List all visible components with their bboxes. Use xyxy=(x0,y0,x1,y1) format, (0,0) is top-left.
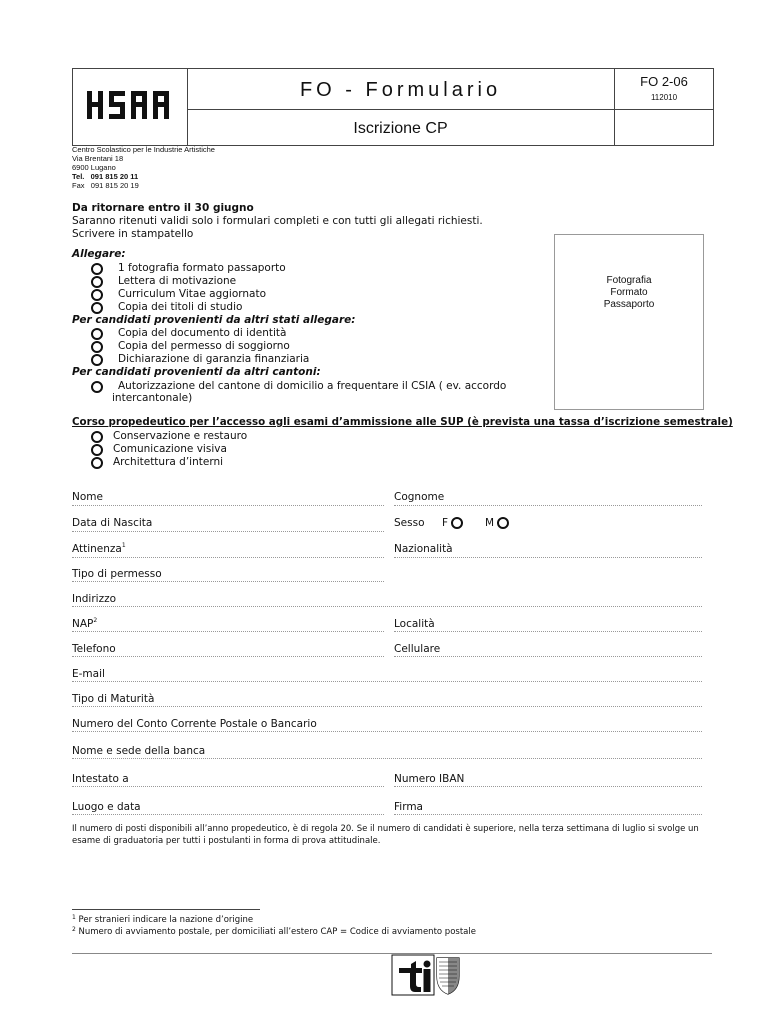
attachment-label: Curriculum Vitae aggiornato xyxy=(118,288,267,300)
localita-input[interactable] xyxy=(394,631,702,632)
course-option: Architettura d’interni xyxy=(113,456,224,468)
luogo-data-label: Luogo e data xyxy=(72,801,141,813)
intro-line-2: Scrivere in stampatello xyxy=(72,228,194,240)
attinenza-input[interactable] xyxy=(72,557,384,558)
data-nascita-input[interactable] xyxy=(72,531,384,532)
sesso-m-label: M xyxy=(485,517,495,529)
footnote-2: $^2$ Numero di avviamento postale, per domiciliati all’estero CAP = Codice di avviamento postale xyxy=(72,926,476,937)
school-address xyxy=(72,145,215,190)
footnote-rule xyxy=(72,909,260,910)
email-label: E-mail xyxy=(72,668,105,680)
foreign-heading: Per candidati provenienti da altri stati allegare: xyxy=(72,314,356,326)
school-name: Centro Scolastico per le Industrie Artistiche xyxy=(72,145,215,154)
school-fax: Fax 091 815 20 19 xyxy=(72,181,139,190)
form-code: FO 2-06 xyxy=(640,74,688,89)
email-input[interactable] xyxy=(72,681,702,682)
deadline: Da ritornare entro il 30 giugno xyxy=(72,202,254,214)
photo-box xyxy=(554,234,704,410)
course-option: Conservazione e restauro xyxy=(113,430,248,442)
school-city: 6900 Lugano xyxy=(72,163,116,172)
data-nascita-label: Data di Nascita xyxy=(72,517,153,529)
attachment-radio-diplomas[interactable] xyxy=(91,302,103,314)
nazionalita-input[interactable] xyxy=(394,557,702,558)
sesso-f-label: F xyxy=(442,517,449,529)
nome-input[interactable] xyxy=(72,505,384,506)
attachment-label: Lettera di motivazione xyxy=(118,275,237,287)
iban-input[interactable] xyxy=(394,786,702,787)
intestato-label: Intestato a xyxy=(72,773,129,785)
attachment-label: Dichiarazione di garanzia finanziaria xyxy=(118,353,310,365)
telefono-label: Telefono xyxy=(72,643,116,655)
attachment-radio-motivation[interactable] xyxy=(91,276,103,288)
nap-input[interactable] xyxy=(72,631,384,632)
hsra-logo xyxy=(85,83,173,131)
attachments-heading: Allegare: xyxy=(72,248,126,260)
iban-label: Numero IBAN xyxy=(394,773,465,785)
nome-label: Nome xyxy=(72,491,103,503)
attachment-label: Autorizzazione del cantone di domicilio a frequentare il CSIA ( ev. accordo xyxy=(118,380,507,392)
firma-label: Firma xyxy=(394,801,423,813)
school-tel: Tel. 091 815 20 11 xyxy=(72,172,139,181)
canton-heading: Per candidati provenienti da altri cantoni: xyxy=(72,366,321,378)
cellulare-input[interactable] xyxy=(394,656,702,657)
attachment-label: Copia del documento di identità xyxy=(118,327,287,339)
tipo-permesso-input[interactable] xyxy=(72,581,384,582)
localita-label: Località xyxy=(394,618,435,630)
attachment-radio-id[interactable] xyxy=(91,328,103,340)
form-revision: 112010 xyxy=(650,93,678,102)
intestato-input[interactable] xyxy=(72,786,384,787)
course-option: Comunicazione visiva xyxy=(113,443,227,455)
cognome-label: Cognome xyxy=(394,491,445,503)
footnote-1: $^1$ Per stranieri indicare la nazione d’origine xyxy=(72,914,254,925)
cognome-input[interactable] xyxy=(394,505,702,506)
tipo-permesso-label: Tipo di permesso xyxy=(72,568,162,580)
attachment-radio-photo[interactable] xyxy=(91,263,103,275)
photo-box-line-1: Fotografia xyxy=(606,275,652,286)
intro-line-1: Saranno ritenuti validi solo i formulari completi e con tutti gli allegati richiesti. xyxy=(72,215,483,227)
attachment-label-cont: intercantonale) xyxy=(112,392,193,404)
attachment-radio-cv[interactable] xyxy=(91,289,103,301)
sesso-m-radio[interactable] xyxy=(497,517,509,529)
course-radio-visual[interactable] xyxy=(91,444,103,456)
nazionalita-label: Nazionalità xyxy=(394,543,453,555)
cellulare-label: Cellulare xyxy=(394,643,441,655)
conto-label: Numero del Conto Corrente Postale o Bancario xyxy=(72,718,317,730)
course-radio-conservation[interactable] xyxy=(91,431,103,443)
form-title: FO - Formulario xyxy=(299,79,502,101)
sesso-label: Sesso xyxy=(394,517,425,529)
attachment-label: 1 fotografia formato passaporto xyxy=(118,262,286,274)
attachment-radio-canton[interactable] xyxy=(91,381,103,393)
ticino-logo-icon xyxy=(391,954,461,996)
nap-label: NAP$^2$ xyxy=(72,617,98,630)
indirizzo-input[interactable] xyxy=(72,606,702,607)
attinenza-label: Attinenza$^1$ xyxy=(72,542,126,555)
tipo-maturita-label: Tipo di Maturità xyxy=(72,693,155,705)
photo-box-line-2: Formato xyxy=(610,287,648,298)
form-header xyxy=(72,68,714,146)
conto-input[interactable] xyxy=(72,731,702,732)
luogo-data-input[interactable] xyxy=(72,814,384,815)
hsra-logo-icon xyxy=(85,83,173,127)
ticino-logo xyxy=(391,954,461,1000)
banca-input[interactable] xyxy=(72,758,702,759)
school-street: Via Brentani 18 xyxy=(72,154,124,163)
form-subtitle: Iscrizione CP xyxy=(353,120,448,137)
attachment-label: Copia dei titoli di studio xyxy=(118,301,243,313)
tipo-maturita-input[interactable] xyxy=(72,706,702,707)
firma-input[interactable] xyxy=(394,814,702,815)
selection-note: Il numero di posti disponibili all’anno propedeutico, è di regola 20. Se il numero di candidati è superiore, nella terza settimana di luglio si svolge un esame di graduatoria per tutti i postulanti in forma di prova attitudinale. xyxy=(72,824,699,846)
attachment-radio-guarantee[interactable] xyxy=(91,354,103,366)
sesso-f-radio[interactable] xyxy=(451,517,463,529)
course-radio-interior[interactable] xyxy=(91,457,103,469)
photo-box-line-3: Passaporto xyxy=(603,299,655,310)
telefono-input[interactable] xyxy=(72,656,384,657)
indirizzo-label: Indirizzo xyxy=(72,593,117,605)
banca-label: Nome e sede della banca xyxy=(72,745,206,757)
attachment-label: Copia del permesso di soggiorno xyxy=(118,340,290,352)
course-heading: Corso propedeutico per l’accesso agli esami d’ammissione alle SUP (è prevista una tassa d’iscrizione semestrale) xyxy=(72,416,733,428)
attachment-radio-permit[interactable] xyxy=(91,341,103,353)
